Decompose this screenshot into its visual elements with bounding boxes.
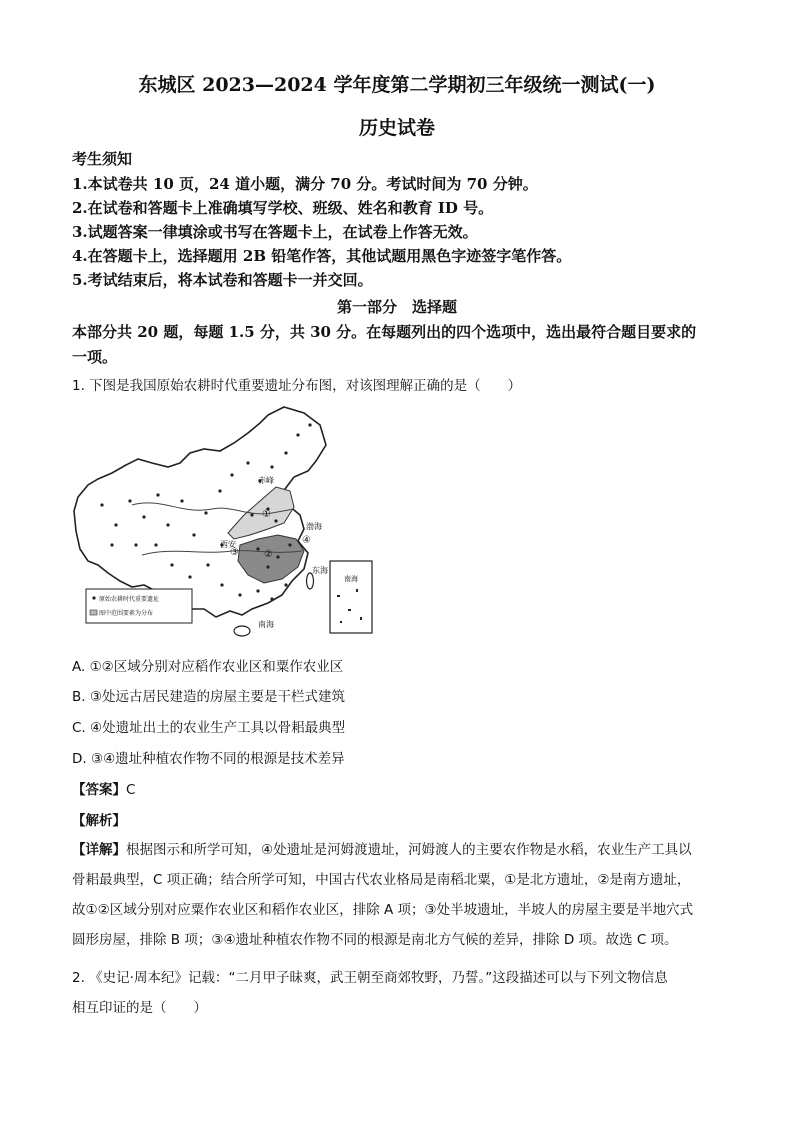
question-2-line-1: 2. 《史记·周本纪》记载：“二月甲子昧爽，武王朝至商郊牧野，乃誓。”这段描述可以与下列文物信息 xyxy=(72,970,668,986)
legend-text-2: 图中范围要素为分布 xyxy=(99,610,154,617)
section-intro: 本部分共 20 题，每题 1.5 分，共 30 分。在每题列出的四个选项中，选出最符合题目要求的 xyxy=(72,323,697,341)
question-1-stem: 1. 下图是我国原始农耕时代重要遗址分布图，对该图理解正确的是（ ） xyxy=(72,378,522,394)
notice-item: 3.试题答案一律填涂或书写在答题卡上，在试卷上作答无效。 xyxy=(72,223,478,241)
legend-box xyxy=(86,589,192,623)
marker-4: ④ xyxy=(302,535,311,546)
label-nanhai: 南海 xyxy=(258,620,274,629)
exam-subtitle: 历史试卷 xyxy=(358,117,435,139)
detail-line-1 xyxy=(72,835,722,865)
map-figure xyxy=(72,405,382,642)
exam-title: 东城区 2023—2024 学年度第二学期初三年级统一测试(一) xyxy=(138,74,656,96)
china-neolithic-sites-map xyxy=(72,405,382,642)
question-2-line-2: 相互印证的是（ ） xyxy=(72,1000,207,1016)
analysis-tag: 【解析】 xyxy=(72,813,126,829)
label-donghai: 东海 xyxy=(312,566,328,575)
marker-1: ① xyxy=(262,509,271,520)
option-a: A. ①②区域分别对应稻作农业区和粟作农业区 xyxy=(72,659,344,675)
answer-value: C xyxy=(126,782,136,798)
detail-paragraph xyxy=(72,835,722,955)
legend-text-1: 原始农耕时代重要遗址 xyxy=(99,596,160,603)
detail-line-4: 圆形房屋，排除 B 项；③④遗址种植农作物不同的根源是南北方气候的差异，排除 D 项。故选 C 项。 xyxy=(72,932,678,948)
notice-item: 2.在试卷和答题卡上准确填写学校、班级、姓名和教育 ID 号。 xyxy=(72,199,494,217)
label-xian: 西安 xyxy=(220,540,236,549)
taiwan-island xyxy=(307,573,314,589)
notice-heading: 考生须知 xyxy=(72,150,133,168)
south-sea-inset xyxy=(330,561,372,633)
marker-3: ③ xyxy=(230,547,239,558)
label-chifeng: 赤峰 xyxy=(258,476,274,485)
answer-tag: 【答案】 xyxy=(72,782,126,798)
hainan-island xyxy=(234,626,250,636)
detail-line-3: 故①②区域分别对应粟作农业区和稻作农业区，排除 A 项；③处半坡遗址，半坡人的房屋主要是半地穴式 xyxy=(72,902,694,918)
notice-item: 1.本试卷共 10 页，24 道小题，满分 70 分。考试时间为 70 分钟。 xyxy=(72,175,538,193)
option-b: B. ③处远古居民建造的房屋主要是干栏式建筑 xyxy=(72,689,345,705)
answer-line xyxy=(72,778,135,798)
section-title: 第一部分 选择题 xyxy=(336,298,457,316)
detail-line-2: 骨耜最典型，C 项正确；结合所学可知，中国古代农业格局是南稻北粟，①是北方遗址，②是南方遗址， xyxy=(72,872,691,888)
option-d: D. ③④遗址种植农作物不同的根源是技术差异 xyxy=(72,751,345,767)
option-c: C. ④处遗址出土的农业生产工具以骨耜最典型 xyxy=(72,720,346,736)
detail-tag: 【详解】 xyxy=(72,842,126,858)
label-bohai: 渤海 xyxy=(306,522,322,531)
notice-item: 5.考试结束后，将本试卷和答题卡一并交回。 xyxy=(72,271,373,289)
section-intro-cont: 一项。 xyxy=(72,348,118,366)
marker-2: ② xyxy=(264,549,273,560)
detail-text-1: 根据图示和所学可知，④处遗址是河姆渡遗址，河姆渡人的主要农作物是水稻，农业生产工具以 xyxy=(126,842,692,858)
inset-label: 南海 xyxy=(344,575,358,583)
notice-item: 4.在答题卡上，选择题用 2B 铅笔作答，其他试题用黑色字迹签字笔作答。 xyxy=(72,247,572,265)
